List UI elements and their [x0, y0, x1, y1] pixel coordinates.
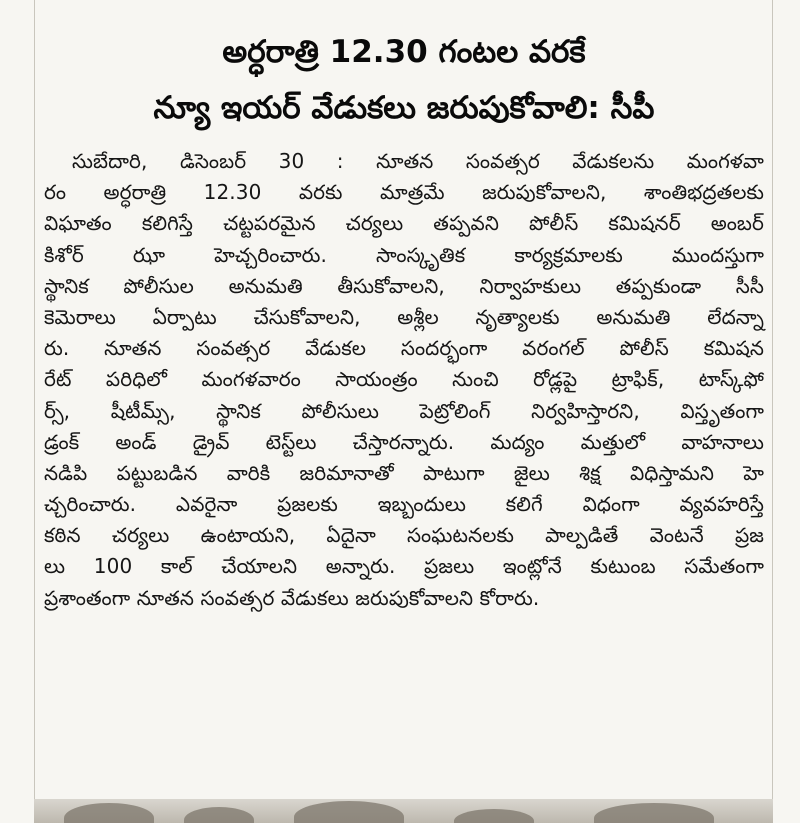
body-line: ర్స్, షీటీమ్స్, స్థానిక పోలీసులు పెట్రోలింగ్ నిర్వహిస్తారని, విస్తృతంగా	[44, 398, 764, 423]
photo-shape	[294, 801, 404, 823]
headline-line-1: అర్ధరాత్రి 12.30 గంటల వరకే	[222, 34, 586, 70]
body-line: కిశోర్ ఝా హెచ్చరించారు. సాంస్కృతిక కార్యక్రమాలకు ముందస్తుగా	[44, 242, 764, 267]
column-rule-right	[772, 0, 773, 823]
photo-strip	[34, 799, 773, 823]
headline	[44, 0, 764, 136]
body-line: చ్చరించారు. ఎవరైనా ప్రజలకు ఇబ్బందులు కలిగే విధంగా వ్యవహరిస్తే	[44, 492, 764, 517]
body-line: కఠిన చర్యలు ఉంటాయని, ఏదైనా సంఘటనలకు పాల్పడితే వెంటనే ప్రజ	[44, 523, 764, 548]
news-article	[44, 0, 764, 614]
photo-shape	[594, 803, 714, 823]
article-body	[44, 146, 764, 614]
body-line: డ్రంక్ అండ్ డ్రైవ్ టెస్ట్‌లు చేస్తారన్నారు. మద్యం మత్తులో వాహనాలు	[44, 429, 764, 454]
body-line: కెమెరాలు ఏర్పాటు చేసుకోవాలని, అశ్లీల నృత్యాలకు అనుమతి లేదన్నా	[44, 304, 764, 329]
body-line: రేట్ పరిధిలో మంగళవారం సాయంత్రం నుంచి రోడ్లపై ట్రాఫిక్, టాస్క్‌ఫో	[44, 367, 764, 392]
column-rule-left	[34, 0, 35, 823]
body-line: స్థానిక పోలీసుల అనుమతి తీసుకోవాలని, నిర్వాహకులు తప్పకుండా సీసీ	[44, 273, 764, 298]
body-line: లు 100 కాల్ చేయాలని అన్నారు. ప్రజలు ఇంట్లోనే కుటుంబ సమేతంగా	[44, 554, 764, 579]
body-line: రు. నూతన సంవత్సర వేడుకల సందర్భంగా వరంగల్ పోలీస్ కమిషన	[44, 336, 764, 361]
body-line: రం అర్ధరాత్రి 12.30 వరకు మాత్రమే జరుపుకోవాలని, శాంతిభద్రతలకు	[44, 180, 764, 205]
body-line: ప్రశాంతంగా నూతన సంవత్సర వేడుకలు జరుపుకోవాలని కోరారు.	[44, 585, 540, 610]
body-line: సుబేదారి, డిసెంబర్ 30 : నూతన సంవత్సర వేడుకలను మంగళవా	[72, 149, 764, 173]
photo-shape	[184, 807, 254, 823]
headline-line-2: న్యూ ఇయర్ వేడుకలు జరుపుకోవాలి: సీపీ	[153, 90, 655, 126]
photo-shape	[64, 803, 154, 823]
body-line: విఘాతం కలిగిస్తే చట్టపరమైన చర్యలు తప్పవని పోలీస్ కమిషనర్ అంబర్	[44, 211, 764, 236]
body-line: నడిపి పట్టుబడిన వారికి జరిమానాతో పాటుగా జైలు శిక్ష విధిస్తామని హె	[44, 460, 764, 485]
photo-shape	[454, 809, 534, 823]
